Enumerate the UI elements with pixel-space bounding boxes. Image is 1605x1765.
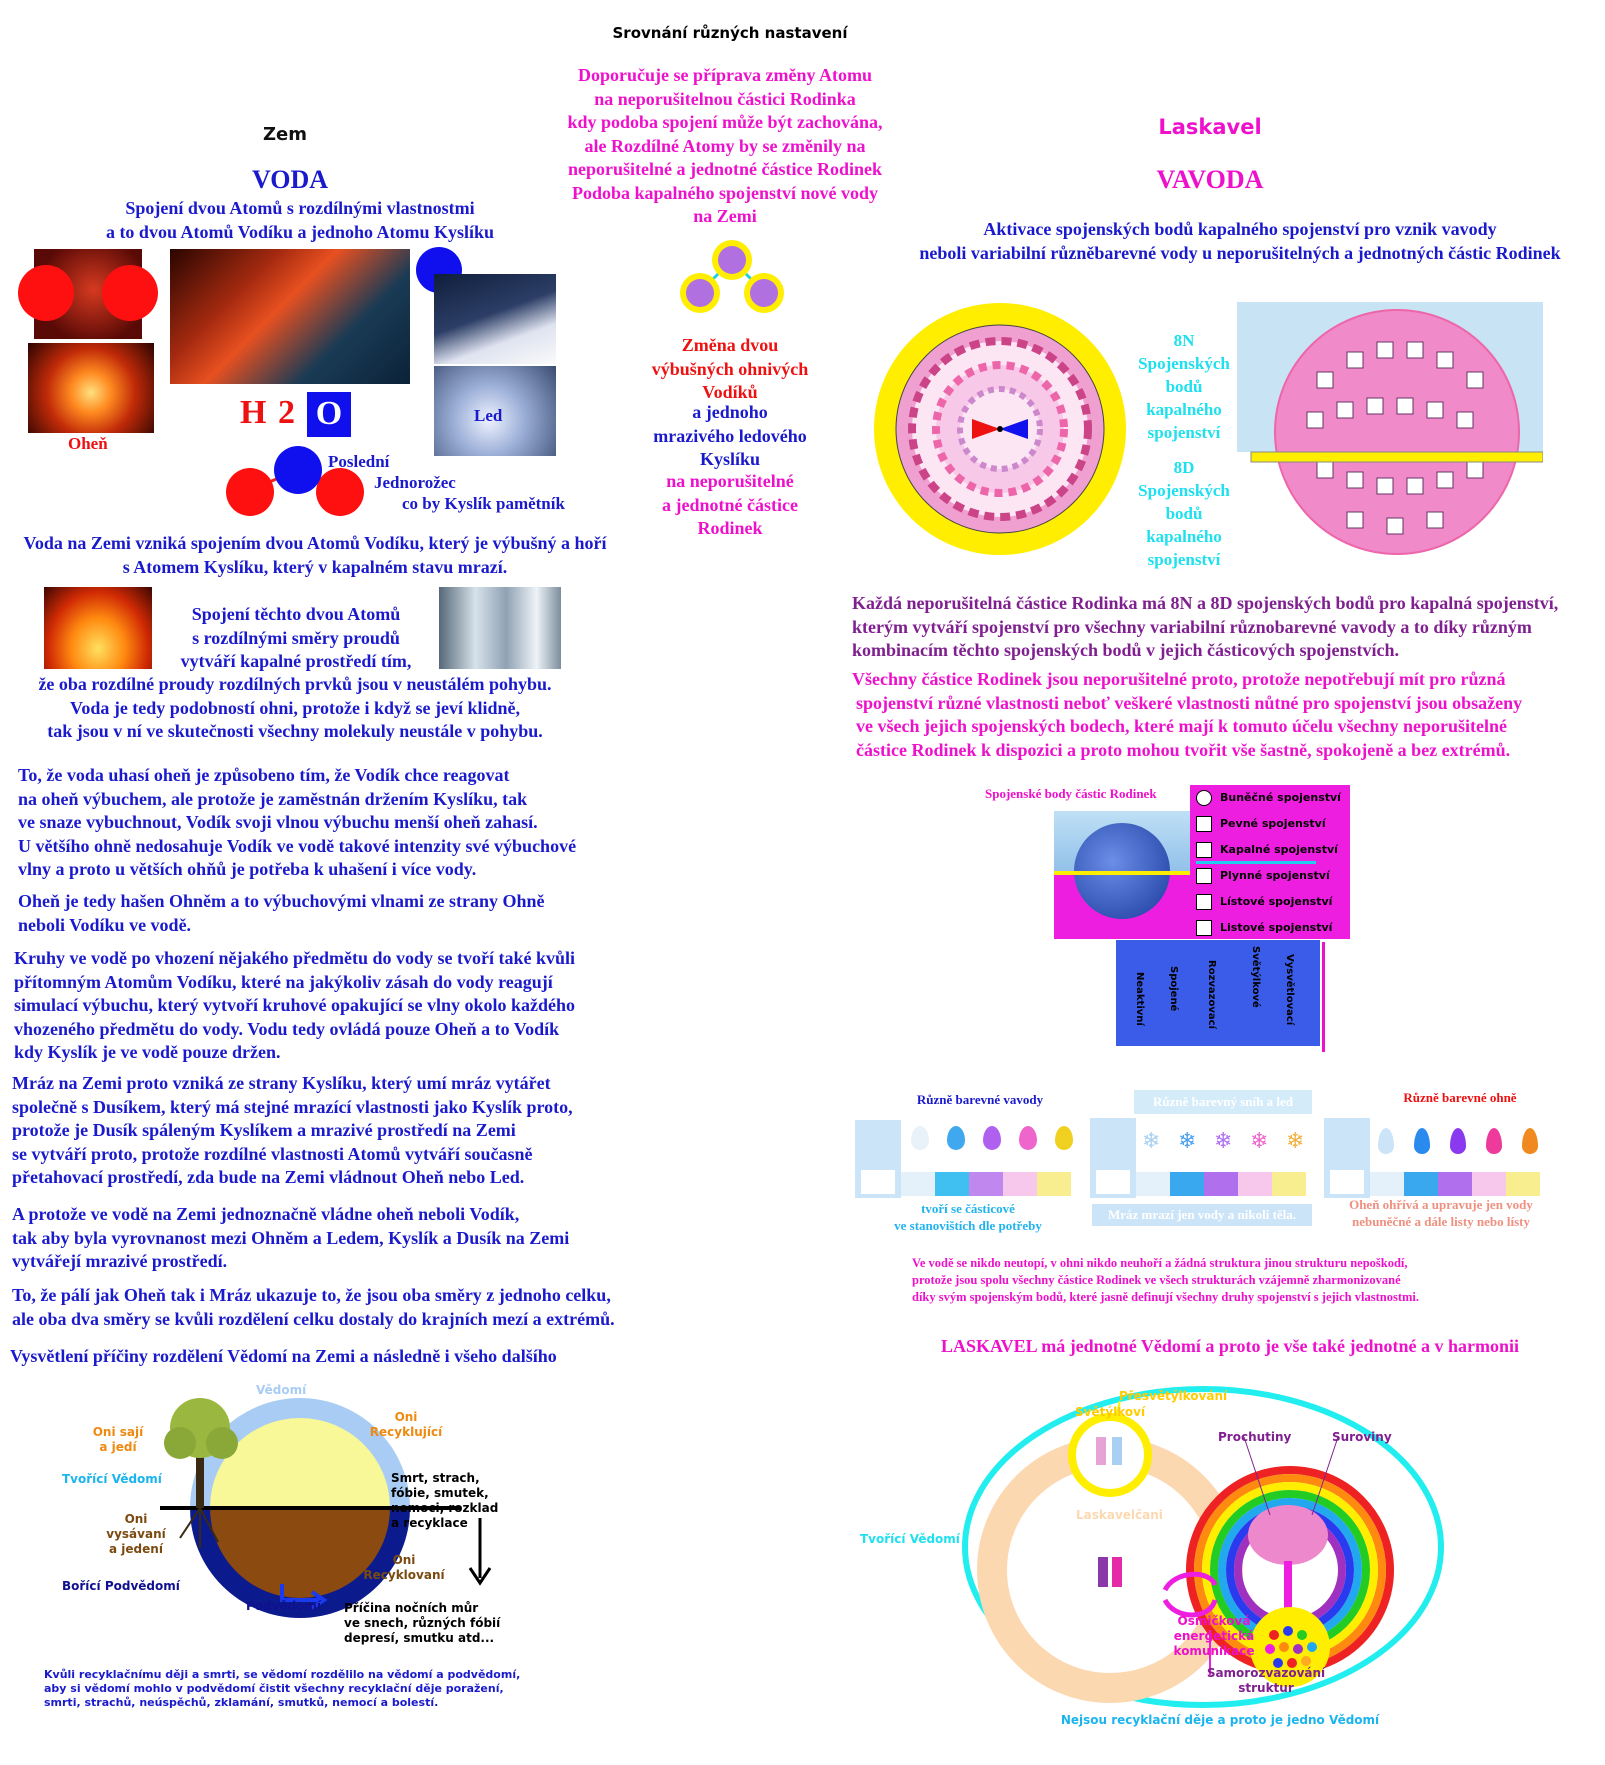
right-heading: Laskavel (1158, 115, 1262, 139)
caption-snih: Mráz mrazí jen vody a nikoli těla. (1092, 1204, 1312, 1226)
diag-borici-podvedomi: Bořící Podvědomí (62, 1579, 180, 1593)
frozen-ice-image (439, 587, 561, 669)
hydrogen-atom-left (18, 265, 74, 321)
diag-tvorici-vedomi-right: Tvořící Vědomí (860, 1532, 960, 1546)
diag-oni-vysavani: Oni vysávaní a jedení (106, 1512, 166, 1556)
caption-ohne: Oheň ohřívá a upravuje jen vody nebuněčné a dále listy nebo lísty (1349, 1197, 1533, 1229)
diag-smrt: Smrt, strach, fóbie, smutek, nemoci, rozklad a recyklace (391, 1471, 499, 1530)
zmena-mag: na neporušitelné a jednotné částice Rodinek (662, 471, 798, 538)
label-led: Led (474, 406, 503, 425)
formula-2: 2 (278, 394, 295, 431)
unicorn-image (434, 274, 556, 364)
diag-laskavelcani: Laskavelčani (1076, 1508, 1163, 1522)
paragraph-ohen: Oheň je tedy hašen Ohněm a to výbuchovými vlnami ze strany Ohně neboli Vodíku ve vodě. (18, 891, 545, 935)
vavody-swatches (855, 1120, 1077, 1198)
diag-svetylkovi: Světýlkoví (1075, 1405, 1146, 1419)
diag-oni-recyklujici: Oni Recyklující (369, 1410, 443, 1439)
diag-presvetylkovani: Přesvětýlkování (1119, 1389, 1228, 1403)
nikdo-text: Ve vodě se nikdo neutopí, v ohni nikdo neuhoří a žádná struktura jinou strukturu nepoškodí, protože jsou spolu všechny částice Rodinek ve všech strukturách vzájemně zharmonizované díky svým spojenským bodů, které jasně definují všechny druhy spojenství s jejich vlastnostmi. (912, 1256, 1420, 1304)
label-ohen: Oheň (68, 434, 108, 453)
paragraph-vysvetleni: Vysvětlení příčiny rozdělení Vědomí na Zemi a následně i všeho dalšího (10, 1346, 557, 1366)
caption-vavody: tvoří se částicové ve stanovištích dle potřeby (894, 1201, 1042, 1233)
legend-item: Buněčné spojenství (1190, 785, 1350, 811)
vsechny-text: Všechny částice Rodinek jsou neporušitelné proto, protože nepotřebují mít pro různá spojenství různé vlastnosti neboť veškeré vlastnosti nůtné pro spojenství jsou obsaženy ve všech jejich spojenských bodech, které mají k tomuto účelu všechny neporušitelné částice Rodinek k dispozici a proto mohou tvořit vše šastně, spokojeně a bez extrémů. (852, 669, 1523, 760)
legend-item: Pevné spojenství (1190, 811, 1350, 837)
legend-title: Spojenské body částic Rodinek (985, 786, 1157, 801)
right-subheading: VAVODA (1156, 165, 1264, 194)
laskavel-vedomi-title: LASKAVEL má jednotné Vědomí a proto je vše také jednotné a v harmonii (940, 1336, 1520, 1356)
ruzne-vavody-title: Různě barevné vavody (916, 1092, 1044, 1107)
ohne-swatches (1324, 1118, 1546, 1198)
legend-item: Plynné spojenství (1190, 863, 1350, 889)
label-8n: 8N Spojenských bodů kapalného spojenství (1138, 331, 1230, 442)
hydrogen-atom-right (102, 265, 158, 321)
legend-item: Lístové spojenství (1190, 889, 1350, 915)
diag-oni-saji: Oni sají a jedí (92, 1425, 144, 1454)
diag-podvedomi: Podvědomí (246, 1599, 322, 1613)
paragraph-vladne: A protože ve vodě na Zemi jednoznačně vládne oheň neboli Vodík, tak aby byla vyrovnanost mezi Ohněm a Ledem, Kyslík a Dusík na Zemi vytvářejí mrazivé prostředí. (12, 1204, 570, 1271)
left-heading: Zem (262, 124, 307, 145)
left-subheading: VODA (251, 165, 329, 194)
legend-columns: Neaktivní Spojené Rozvazovací Světýlkové Vysvětlovací (1116, 940, 1320, 1046)
spojeni-lines: Spojení těchto dvou Atomů s rozdílnými směry proudů vytváří kapalné prostředí tím, (180, 604, 412, 671)
zmena-red: Změna dvou výbušných ohnivých Vodíků (651, 335, 809, 402)
page-title: Srovnání různých nastavení (612, 24, 848, 42)
fire-bull-unicorn-image (170, 249, 410, 384)
rodinka-molecule-diagram (676, 238, 786, 318)
doporucuje-text: Doporučuje se příprava změny Atomu na neporušitelnou částici Rodinka kdy podoba spojení může být zachována, ale Rozdílné Atomy by se změnily na neporušitelné a jednotné částice Rodinek Podoba kapalného spojenství nové vody na Zemi (567, 65, 883, 226)
legend-image-box (1054, 811, 1190, 939)
paragraph-mraz: Mráz na Zemi proto vzniká ze strany Kyslíku, který umí mráz vytářet společně s Dusíkem, který má stejné mrazící vlastnosti jako Kyslík proto, protože je Dusík spáleným Kyslíkem a mrazivé prostředí na Zemi se vytváří proto, protože rozdílné vlastnosti Atomů vytváří současně přetahovací prostředí, zda bude na Zemi vládnout Oheň nebo Led. (12, 1073, 573, 1187)
diag-prochutiny: Prochutiny (1218, 1430, 1292, 1444)
jednorozec-caption: Poslední Jednorožec co by Kyslík pamětník (328, 452, 565, 513)
diag-pricina: Příčina nočních můr ve snech, různých fóbií depresí, smutku atd... (344, 1601, 501, 1645)
snih-swatches: ❄ ❄ ❄ ❄ ❄ (1090, 1118, 1312, 1198)
spojeni-rest: že oba rozdílné proudy rozdílných prvků jsou v neustálém pohybu. Voda je tedy podobností ohni, protože i když se jeví klidně, tak jsou v ní ve skutečnosti všechny molekuly neustále v pohybu. (38, 674, 552, 741)
ruzne-ohne-title: Různě barevné ohně (1403, 1090, 1517, 1105)
diag-tvorici-vedomi: Tvořící Vědomí (62, 1472, 162, 1486)
explosion-image (28, 343, 154, 433)
left-footer: Kvůli recyklačnímu ději a smrti, se vědomí rozdělilo na vědomí a podvědomí, aby si vědomí mohlo v podvědomí čistit všechny recyklační děje poražení, smrti, strachů, neúspěchů, zklamání, smutků, nemocí a bolestí. (44, 1668, 521, 1709)
zmena-blue: a jednoho mrazivého ledového Kyslíku (653, 402, 807, 469)
rodinka-particle-top-view (872, 301, 1128, 557)
formula-o: O (307, 392, 351, 437)
legend-item: Listové spojenství (1190, 915, 1350, 941)
rodinka-particle-side-view (1237, 302, 1543, 562)
formula-h: H (240, 394, 267, 431)
voda-vznika: Voda na Zemi vzniká spojením dvou Atomů Vodíku, který je výbušný a hoří s Atomem Kyslíku, který v kapalném stavu mrazí. (23, 533, 607, 577)
paragraph-uhasi: To, že voda uhasí oheň je způsobeno tím, že Vodík chce reagovat na oheň výbuchem, ale protože je zaměstnán držením Kyslíku, tak ve snaze vybuchnout, Vodík svoji vlnou výbuchu menší oheň zahasí. U většího ohně nedosahuje Vodík ve vodě takové intenzity své výbuchové vlny a proto u větších ohňů je potřeba k uhašení i více vody. (18, 765, 577, 879)
paragraph-pali: To, že pálí jak Oheň tak i Mráz ukazuje to, že jsou oba směry z jednoho celku, ale oba dva směry se kvůli rozdělení celku dostaly do krajních mezí a extrémů. (12, 1285, 615, 1329)
diag-samorozvazovani: Samorozvazování struktur (1206, 1666, 1326, 1695)
left-intro: Spojení dvou Atomů s rozdílnými vlastnostmi a to dvou Atomů Vodíku a jednoho Atomu Kyslíku (105, 198, 495, 242)
paragraph-kruhy: Kruhy ve vodě po vhození nějakého předmětu do vody se tvoří také kvůli přítomným Atomům Vodíku, které na jakýkoliv zásah do vody reagují simulací výbuchu, který vytvoří kruhové opakující se vlny okolo každého vhozeného předmětu do vody. Vodu tedy ovládá pouze Oheň a to Vodík kdy Kyslík je ve vodě pouze držen. (14, 948, 576, 1062)
kazda-text: Každá neporušitelná částice Rodinka má 8N a 8D spojenských bodů pro kapalná spojenství, kterým vytváří spojenství pro všechny variabilní různobarevné vavody a to díky různým kombinacím těchto spojenských bodů v jejich částicových spojenstvích. (852, 593, 1559, 660)
label-8d: 8D Spojenských bodů kapalného spojenství (1138, 458, 1230, 569)
aktivace-text: Aktivace spojenských bodů kapalného spojenství pro vznik vavody neboli variabilní různěbarevné vody u neporušitelných a jednotných částic Rodinek (919, 219, 1561, 263)
diag-suroviny: Suroviny (1332, 1430, 1392, 1444)
diag-osmickova: Osmičková energetická komunikace (1173, 1614, 1255, 1658)
diag-oni-recyklovani: Oni Recyklovaní (363, 1553, 445, 1582)
legend-item: Kapalné spojenství (1190, 837, 1350, 863)
flames-image (44, 587, 152, 669)
ruzne-snih-title: Různě barevný sníh a led (1134, 1090, 1312, 1114)
right-footer: Nejsou recyklační děje a proto je jedno Vědomí (1060, 1713, 1380, 1727)
diag-vedomi: Vědomí (256, 1383, 307, 1397)
